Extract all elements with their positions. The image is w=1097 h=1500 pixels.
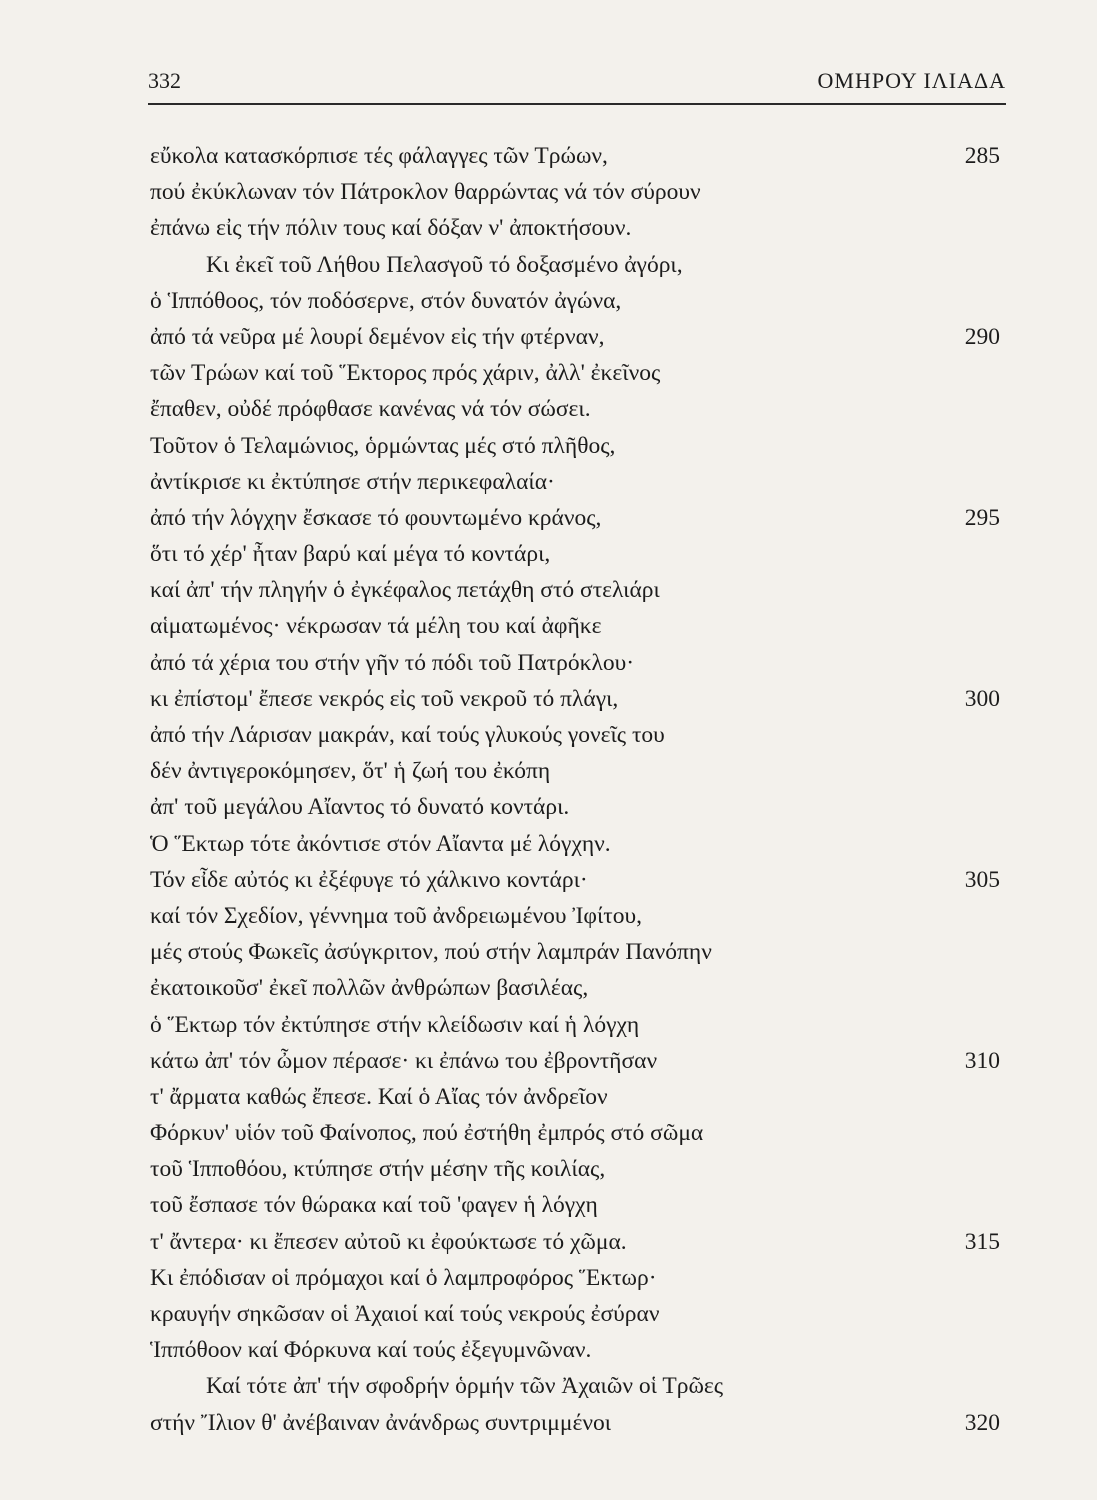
verse-line [150, 1043, 1000, 1079]
verse-text: τ' ἄντερα· κι ἔπεσεν αὐτοῦ κι ἐφούκτωσε τό χῶμα. [150, 1228, 627, 1255]
verse-text: τοῦ ἔσπασε τόν θώρακα καί τοῦ 'φαγεν ἡ λόγχη [150, 1192, 598, 1219]
verse-text: ἀντίκρισε κι ἐκτύπησε στήν περικεφαλαία· [150, 468, 555, 495]
verse-text: ἀπό τήν Λάρισαν μακράν, καί τούς γλυκούς γονεῖς του [150, 722, 665, 748]
verse-line [150, 826, 1000, 862]
verse-text: ὁ Ἕκτωρ τόν ἐκτύπησε στήν κλείδωσιν καί ἡ λόγχη [150, 1011, 640, 1038]
verse-text: Κι ἐκεῖ τοῦ Λήθου Πελασγοῦ τό δοξασμένο ἀγόρι, [206, 251, 683, 278]
line-number: 310 [964, 1047, 1000, 1074]
verse-line [150, 1079, 1000, 1115]
verse-text: Κι ἐπόδισαν οἱ πρόμαχοι καί ὁ λαμπροφόρος Ἕκτωρ· [150, 1264, 657, 1291]
verse-text: τ' ἄρματα καθώς ἔπεσε. Καί ὁ Αἴας τόν ἀνδρεῖον [150, 1083, 608, 1110]
verse-line [150, 789, 1000, 825]
verse-line [150, 1007, 1000, 1043]
page-number: 332 [148, 68, 181, 93]
verse-line [150, 1405, 1000, 1441]
line-number: 300 [964, 685, 1000, 712]
verse-line [150, 1332, 1000, 1368]
verse-text: ὁ Ἱππόθοος, τόν ποδόσερνε, στόν δυνατόν ἀγώνα, [150, 287, 622, 314]
verse-text: πού ἐκύκλωναν τόν Πάτροκλον θαρρώντας νά τόν σύρουν [150, 179, 701, 206]
verse-line [150, 898, 1000, 934]
verse-line [150, 428, 1000, 464]
verse-text: τοῦ Ἱπποθόου, κτύπησε στήν μέσην τῆς κοιλίας, [150, 1156, 606, 1183]
verse-line [150, 319, 1000, 355]
verse-text: Ἱππόθοον καί Φόρκυνα καί τούς ἐξεγυμνῶναν. [150, 1337, 592, 1364]
verse-line [150, 970, 1000, 1006]
line-number: 305 [964, 866, 1000, 893]
verse-text: ἐκατοικοῦσ' ἐκεῖ πολλῶν ἀνθρώπων βασιλέας, [150, 975, 589, 1002]
verse-line [150, 1296, 1000, 1332]
verse-line [150, 391, 1000, 427]
verse-text: εὔκολα κατασκόρπισε τές φάλαγγες τῶν Τρώων, [150, 143, 608, 169]
verse-line [150, 1368, 1000, 1404]
line-number: 315 [964, 1228, 1000, 1255]
page-header [148, 68, 1006, 102]
verse-line [150, 138, 1000, 174]
verse-text: ἔπαθεν, οὐδέ πρόφθασε κανένας νά τόν σώσει. [150, 396, 591, 423]
verse-line [150, 717, 1000, 753]
verse-line [150, 1115, 1000, 1151]
verse-text: κραυγήν σηκῶσαν οἱ Ἀχαιοί καί τούς νεκρούς ἐσύραν [150, 1301, 660, 1327]
verse-line [150, 210, 1000, 246]
verse-line [150, 247, 1000, 283]
verse-line [150, 608, 1000, 644]
verse-text: ἀπό τήν λόγχην ἔσκασε τό φουντωμένο κράνος, [150, 504, 602, 531]
verse-text: καί τόν Σχεδίον, γέννημα τοῦ ἀνδρειωμένου Ἰφίτου, [150, 902, 643, 929]
poem-text [150, 138, 1000, 1441]
verse-line [150, 753, 1000, 789]
verse-line [150, 536, 1000, 572]
verse-line [150, 862, 1000, 898]
verse-text: μές στούς Φωκεῖς ἀσύγκριτον, πού στήν λαμπράν Πανόπην [150, 939, 712, 966]
verse-line [150, 572, 1000, 608]
verse-text: Καί τότε ἀπ' τήν σφοδρήν ὁρμήν τῶν Ἀχαιῶν οἱ Τρῶες [206, 1373, 724, 1400]
verse-text: αἱματωμένος· νέκρωσαν τά μέλη του καί ἀφῆκε [150, 613, 602, 640]
verse-line [150, 283, 1000, 319]
verse-line [150, 1187, 1000, 1223]
verse-line [150, 681, 1000, 717]
verse-line [150, 934, 1000, 970]
verse-text: ἀπ' τοῦ μεγάλου Αἴαντος τό δυνατό κοντάρι. [150, 794, 570, 821]
verse-text: ἀπό τά χέρια του στήν γῆν τό πόδι τοῦ Πατρόκλου· [150, 649, 635, 676]
header-rule [148, 103, 1006, 105]
line-number: 320 [964, 1409, 1000, 1436]
verse-line [150, 464, 1000, 500]
verse-text: Ὁ Ἕκτωρ τότε ἀκόντισε στόν Αἴαντα μέ λόγχην. [150, 830, 611, 857]
verse-line [150, 1151, 1000, 1187]
line-number: 285 [964, 143, 1000, 169]
line-number: 290 [964, 323, 1000, 350]
verse-text: στήν Ἴλιον θ' ἀνέβαιναν ἀνάνδρως συντριμμένοι [150, 1409, 612, 1436]
verse-line [150, 1260, 1000, 1296]
verse-line [150, 355, 1000, 391]
verse-text: ὅτι τό χέρ' ἦταν βαρύ καί μέγα τό κοντάρι, [150, 541, 551, 568]
verse-line [150, 645, 1000, 681]
verse-text: καί ἀπ' τήν πληγήν ὁ ἐγκέφαλος πετάχθη στό στελιάρι [150, 577, 660, 604]
verse-text: Φόρκυν' υἱόν τοῦ Φαίνοπος, πού ἐστήθη ἐμπρός στό σῶμα [150, 1120, 704, 1147]
verse-text: κι ἐπίστομ' ἔπεσε νεκρός εἰς τοῦ νεκροῦ τό πλάγι, [150, 685, 619, 712]
verse-text: Τοῦτον ὁ Τελαμώνιος, ὁρμώντας μές στό πλῆθος, [150, 432, 616, 459]
verse-line [150, 174, 1000, 210]
verse-text: τῶν Τρώων καί τοῦ Ἕκτορος πρός χάριν, ἀλλ' ἐκεῖνος [150, 360, 661, 387]
verse-text: δέν ἀντιγεροκόμησεν, ὅτ' ἡ ζωή του ἐκόπη [150, 758, 551, 785]
verse-text: Τόν εἶδε αὐτός κι ἐξέφυγε τό χάλκινο κοντάρι· [150, 866, 588, 893]
verse-text: κάτω ἀπ' τόν ὦμον πέρασε· κι ἐπάνω του ἐβροντῆσαν [150, 1047, 658, 1074]
verse-text: ἀπό τά νεῦρα μέ λουρί δεμένον εἰς τήν φτέρναν, [150, 323, 605, 350]
running-title: ΟΜΗΡΟΥ ΙΛΙΑΔΑ [817, 68, 1006, 93]
line-number: 295 [964, 504, 1000, 531]
verse-line [150, 500, 1000, 536]
verse-text: ἐπάνω εἰς τήν πόλιν τους καί δόξαν ν' ἀποκτήσουν. [150, 215, 632, 242]
verse-line [150, 1224, 1000, 1260]
